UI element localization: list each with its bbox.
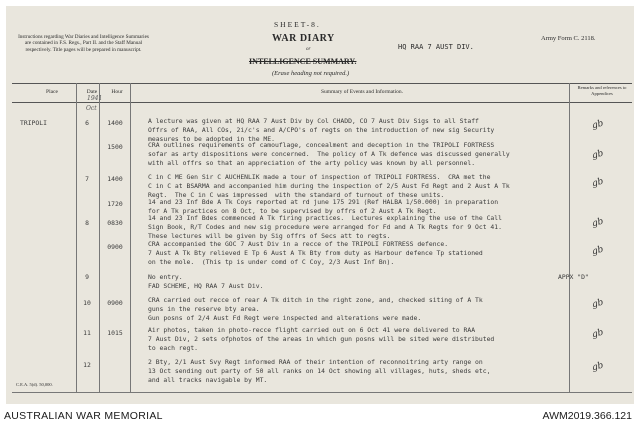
sheet-number: SHEET-8. xyxy=(274,20,321,29)
instructions-note: Instructions regarding War Diaries and Intelligence Summaries are contained in F.S. Regs., Part II. and the Staff Manual respectively. Title pages will be prepared in manuscript. xyxy=(18,34,149,53)
entry-text: 14 and 23 Inf Bdes commenced A Tk firing practices. Lectures explaining the use of the Call Sign Book, R/T Codes and new sig procedure were arranged for Fd and A Tk Regts for 9 Oct 41. These lectures will be given by Sig offrs of Secs att to regts. xyxy=(148,214,502,240)
col-date: Date xyxy=(86,89,98,95)
entry-text: CRA carried out recce of rear A Tk ditch in the right zone, and, checked siting of A Tk guns in the reserve bty area. Gun posns of 2/4 Aust Fd Regt were inspected and alterations were made. xyxy=(148,296,483,322)
initials-mark: gb xyxy=(590,176,605,190)
initials-mark: gb xyxy=(590,148,605,162)
intelligence-summary-heading: INTELLIGENCE SUMMARY. xyxy=(249,57,357,66)
entry-text: Air photos, taken in photo-recce flight carried out on 6 Oct 41 were delivered to RAA 7 Aust Div, 2 sets ofphotos of the areas in which gun posns will be sited were distributed to each regt. xyxy=(148,326,495,352)
entry-text: CRA accompanied the GOC 7 Aust Div in a recce of the TRIPOLI FORTRESS defence. 7 Aust A Tk Bty relieved E Tp 6 Aust A Tk Bty from duty as Harbour defence Tp stationed on the mole. (This tp is under comd of C Coy, 2/3 Aust Inf Bn). xyxy=(148,240,483,266)
initials-mark: gb xyxy=(590,118,605,132)
entry-date: 10 xyxy=(83,299,91,307)
entry-hour: 1400 xyxy=(107,119,123,127)
or-label: or xyxy=(306,47,311,52)
page-title: WAR DIARY xyxy=(272,33,335,44)
entry-text: No entry. FAD SCHEME, HQ RAA 7 Aust Div. xyxy=(148,273,264,290)
unit-name: HQ RAA 7 AUST DIV. xyxy=(398,43,474,51)
entry-text: C in C ME Gen Sir C AUCHENLIK made a tour of inspection of TRIPOLI FORTRESS. CRA met the C in C at BSARMA and accompanied him during the inspection of 2/5 Aust Fd Regt and 2 Aust A Tk Regt. The C in C was impressed with the standard of turnout of these units. xyxy=(148,173,510,199)
entry-text: A lecture was given at HQ RAA 7 Aust Div by Col CHADD, CO 7 Aust Div Sigs to all Staff Offrs of RAA, All COs, 2i/c's and A/CPO's of regts on the introduction of new sig Security measures to be adopted in the ME. xyxy=(148,117,495,143)
rule-date xyxy=(99,83,100,392)
year-note: 1941 xyxy=(87,95,103,102)
entry-text: CRA outlines requirements of camouflage, concealment and deception in the TRIPOLI FORTRESS sofar as arty dispositions were concerned. The policy of A Tk defence was discussed generally with all offrs so that an appreciation of the arty policy was known by all personnel. xyxy=(148,141,510,167)
table-header xyxy=(12,83,632,103)
entry-hour: 0830 xyxy=(107,219,123,227)
place-tripoli: TRIPOLI xyxy=(20,119,47,127)
entry-date: 12 xyxy=(83,361,91,369)
archive-reference: AWM2019.366.121 xyxy=(542,410,632,422)
entry-date: 8 xyxy=(85,219,89,227)
war-diary-page xyxy=(6,6,634,404)
entry-hour: 1400 xyxy=(107,175,123,183)
entry-hour: 1720 xyxy=(107,200,123,208)
entry-text: 14 and 23 Inf Bde A Tk Coys reported at rd june 175 291 (Ref HALBA 1/50.000) in preparation for A Tk practices on 8 Oct, to be supervised by offrs of 2 Aust A Tk Regt. xyxy=(148,198,499,215)
entry-date: 7 xyxy=(85,175,89,183)
initials-mark: gb xyxy=(590,244,605,258)
entry-date: 11 xyxy=(83,329,91,337)
initials-mark: gb xyxy=(590,216,605,230)
initials-mark: gb xyxy=(590,360,605,374)
entry-date: 9 xyxy=(85,273,89,281)
entry-text: 2 Bty, 2/1 Aust Svy Regt informed RAA of their intention of reconnoitring arty range on 13 Oct sending out party of 50 all ranks on 14 Oct showing all villages, huts, sheds etc, and all tracks navigable by MT. xyxy=(148,358,491,384)
initials-mark: gb xyxy=(590,297,605,311)
bottom-rule xyxy=(12,392,632,393)
entry-hour: 1500 xyxy=(107,143,123,151)
entry-hour: 0900 xyxy=(107,243,123,251)
entry-hour: 0900 xyxy=(107,299,123,307)
appendix-reference: APPX "D" xyxy=(558,273,589,281)
rule-summary xyxy=(569,83,570,392)
entry-date: 6 xyxy=(85,119,89,127)
col-place: Place xyxy=(46,89,58,95)
entry-hour: 1015 xyxy=(107,329,123,337)
army-form-number: Army Form C. 2118. xyxy=(541,35,596,42)
col-hour: Hour xyxy=(111,89,123,95)
rule-place xyxy=(76,83,77,392)
archive-caption: AUSTRALIAN WAR MEMORIAL xyxy=(4,410,163,422)
col-remarks: Remarks and references to Appendices xyxy=(577,85,627,96)
col-summary: Summary of Events and Information. xyxy=(320,89,404,95)
erase-note: (Erase heading not required.) xyxy=(272,70,350,77)
initials-mark: gb xyxy=(590,327,605,341)
rule-hour xyxy=(130,83,131,392)
month-note: Oct xyxy=(86,105,97,112)
printer-code: C.E.A. 5(d). 50,000. xyxy=(16,382,53,387)
